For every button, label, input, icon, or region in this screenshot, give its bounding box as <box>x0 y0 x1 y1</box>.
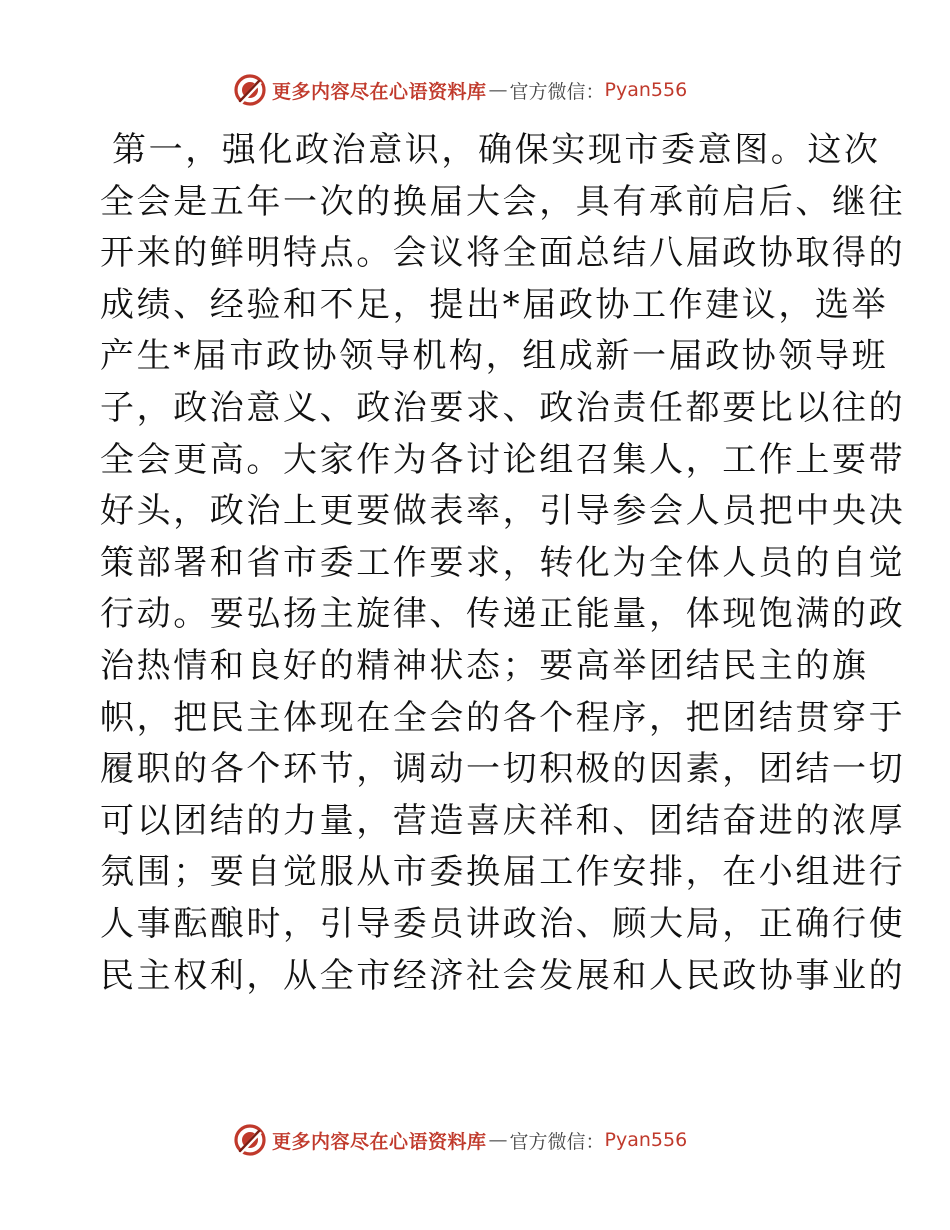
text-line: 好头，政治上更要做表率，引导参会人员把中央决 <box>100 491 906 532</box>
text-line: 产生*届市政协领导机构，组成新一届政协领导班 <box>100 336 889 377</box>
text-line: 第一，强化政治意识，确保实现市委意图。这次 <box>112 130 881 170</box>
wechat-id: Pyan556 <box>604 1129 688 1151</box>
text-line: 人事酝酿时，引导委员讲政治、顾大局，正确行使 <box>100 903 906 944</box>
text-line: 可以团结的力量，营造喜庆祥和、团结奋进的浓厚 <box>100 800 906 841</box>
brand-text: 更多内容尽在心语资料库 <box>272 80 487 103</box>
text-line: 全会更高。大家作为各讨论组召集人，工作上要带 <box>100 439 906 480</box>
footer-banner <box>232 1120 687 1160</box>
text-line: 策部署和省市委工作要求，转化为全体人员的自觉 <box>100 542 906 583</box>
brand-text: 更多内容尽在心语资料库 <box>272 1130 487 1153</box>
text-line: 帜，把民主体现在全会的各个程序，把团结贯穿于 <box>100 697 906 738</box>
banner-dash: — <box>488 1129 508 1151</box>
header-banner <box>232 70 687 110</box>
wechat-id: Pyan556 <box>604 79 688 101</box>
text-line: 履职的各个环节，调动一切积极的因素，团结一切 <box>100 749 906 790</box>
pen-circle-logo-icon <box>232 1122 268 1158</box>
pen-circle-logo-icon <box>232 72 268 108</box>
text-line: 子，政治意义、政治要求、政治责任都要比以往的 <box>100 387 906 428</box>
wechat-label: 官方微信： <box>509 1130 605 1153</box>
document-body <box>100 125 906 1002</box>
text-line: 氛围；要自觉服从市委换届工作安排，在小组进行 <box>100 852 906 893</box>
text-line: 开来的鲜明特点。会议将全面总结八届政协取得的 <box>100 233 906 274</box>
banner-dash: — <box>488 79 508 101</box>
wechat-label: 官方微信： <box>509 80 605 103</box>
text-line: 全会是五年一次的换届大会，具有承前启后、继往 <box>100 181 906 222</box>
text-line: 民主权利，从全市经济社会发展和人民政协事业的 <box>100 955 906 996</box>
text-line: 成绩、经验和不足，提出*届政协工作建议，选举 <box>100 284 889 325</box>
text-line: 治热情和良好的精神状态；要高举团结民主的旗 <box>100 645 869 686</box>
text-line: 行动。要弘扬主旋律、传递正能量，体现饱满的政 <box>100 594 906 635</box>
